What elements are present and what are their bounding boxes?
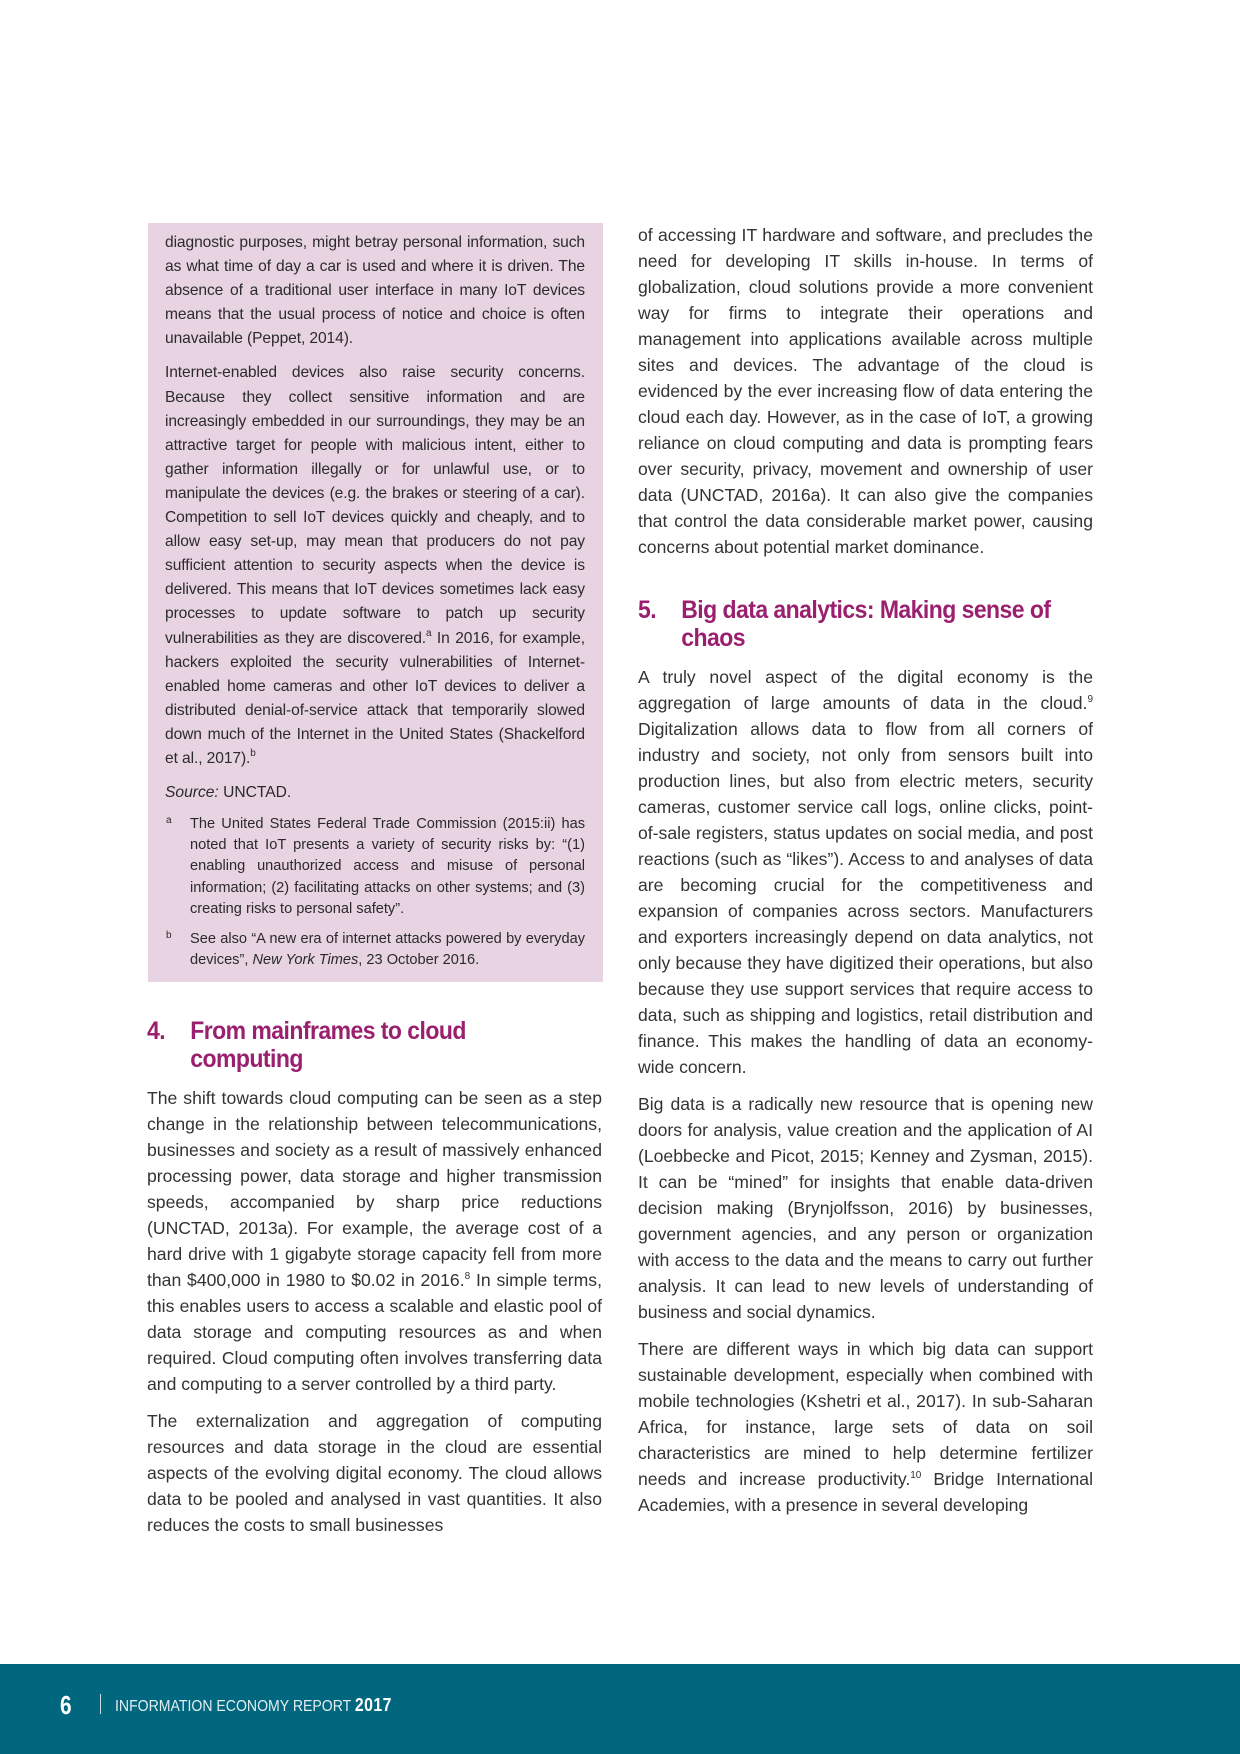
section-4-heading: 4. From mainframes to cloud computing <box>147 1017 466 1073</box>
left-column <box>147 1017 602 1538</box>
body-paragraph: of accessing IT hardware and software, and precludes the need for developing IT skills in-house. In terms of globalization, cloud solutions provide a more convenient way for firms to integrate their operations and management into applications available across multiple sites and devices. The advantage of the cloud is evidenced by the ever increasing flow of data entering the cloud each day. However, as in the case of IoT, a growing reliance on cloud computing and data is prompting fears over security, privacy, movement and ownership of user data (UNCTAD, 2016a). It can also give the companies that control the data considerable market power, causing concerns about potential market dominance. <box>638 225 1093 557</box>
box-footnote: b See also “A new era of internet attacks powered by everyday devices”, New York Times, 23 October 2016. <box>166 930 585 969</box>
right-column <box>638 222 1093 1518</box>
footnote-ref[interactable]: 8 <box>464 1271 471 1282</box>
section-5-heading: 5. Big data analytics: Making sense of chaos <box>638 596 1051 652</box>
body-paragraph: Big data is a radically new resource that is opening new doors for analysis, value creation and the application of AI (Loebbecke and Picot, 2015; Kenney and Zysman, 2015). It can be “mined” for insights that enable data-driven decision making (Brynjolfsson, 2016) by businesses, government agencies, and any person or organization with access to the data and the means to carry out further analysis. It can lead to new levels of understanding of business and social dynamics. <box>638 1094 1093 1322</box>
page-number: 6 <box>60 1690 72 1720</box>
iot-box <box>165 231 585 971</box>
body-paragraph: The externalization and aggregation of computing resources and data storage in the cloud are essential aspects of the evolving digital economy. The cloud allows data to be pooled and analysed in vast quantities. It also reduces the costs to small businesses <box>147 1411 602 1535</box>
body-paragraph: There are different ways in which big data can support sustainable development, especially when combined with mobile technologies (Kshetri et al., 2017). In sub-Saharan Africa, for instance, large sets of data on soil characteristics are mined to help determine fertilizer needs and increase productivity.$^{10}$ Bridge International Academies, with a presence in several developing <box>638 1339 1093 1515</box>
box-paragraph: Internet-enabled devices also raise security concerns. Because they collect sensitive information and are increasingly embedded in our surroundings, they may be an attractive target for people with malicious intent, either to gather information illegally or for unlawful use, or to manipulate the devices (e.g. the brakes or steering of a car). Competition to sell IoT devices quickly and cheaply, and to allow easy set-up, may mean that producers do not pay sufficient attention to security aspects when the device is delivered. This means that IoT devices sometimes lack easy processes to update software to patch up security vulnerabilities as they are discovered.$^a$ In 2016, for example, hackers exploited the security vulnerabilities of Internet-enabled home cameras and other IoT devices to deliver a distributed denial-of-service attack that temporarily slowed down much of the Internet in the United States (Shackelford et al., 2017).$^b$ <box>165 364 585 767</box>
footnote-ref[interactable]: b <box>250 747 256 759</box>
footnote-ref[interactable]: 9 <box>1087 694 1093 705</box>
running-title: INFORMATION ECONOMY REPORT 2017 <box>115 1695 392 1715</box>
body-paragraph: The shift towards cloud computing can be seen as a step change in the relationship between telecommunications, businesses and society as a result of massively enhanced processing power, data storage and higher transmission speeds, accompanied by sharp price reductions (UNCTAD, 2013a). For example, the average cost of a hard drive with 1 gigabyte storage capacity fell from more than $400,000 in 1980 to $0.02 in 2016.$^8$ In simple terms, this enables users to access a scalable and elastic pool of data storage and computing resources as and when required. Cloud computing often involves transferring data and computing to a server controlled by a third party. <box>147 1088 602 1394</box>
body-paragraph: A truly novel aspect of the digital economy is the aggregation of large amounts of data in the cloud.$^9$ Digitalization allows data to flow from all corners of industry and society, not only from sensors built into production lines, but also from electric meters, security cameras, customer service call logs, online clicks, point-of-sale registers, status updates on social media, and post reactions (such as “likes”). Access to and analyses of data are becoming crucial for the competitiveness and expansion of companies across sectors. Manufacturers and exporters increasingly depend on data analytics, not only because they have digitized their operations, but also because they use support services that require access to data, such as shipping and logistics, retail distribution and finance. This makes the handling of data an economy-wide concern. <box>638 667 1093 1077</box>
footnote-ref[interactable]: 10 <box>910 1470 922 1481</box>
box-source: Source: UNCTAD. <box>165 784 292 802</box>
box-paragraph: diagnostic purposes, might betray personal information, such as what time of day a car is used and where it is driven. The absence of a traditional user interface in many IoT devices means that the usual process of notice and choice is often unavailable (Peppet, 2014). <box>165 234 585 348</box>
box-footnote: a The United States Federal Trade Commission (2015:ii) has noted that IoT presents a variety of security risks by: “(1) enabling unauthorized access and misuse of personal information; (2) facilitating attacks on other systems; and (3) creating risks to personal safety”. <box>166 815 585 917</box>
footnote-ref[interactable]: a <box>426 627 432 639</box>
footer-divider <box>100 1694 101 1714</box>
